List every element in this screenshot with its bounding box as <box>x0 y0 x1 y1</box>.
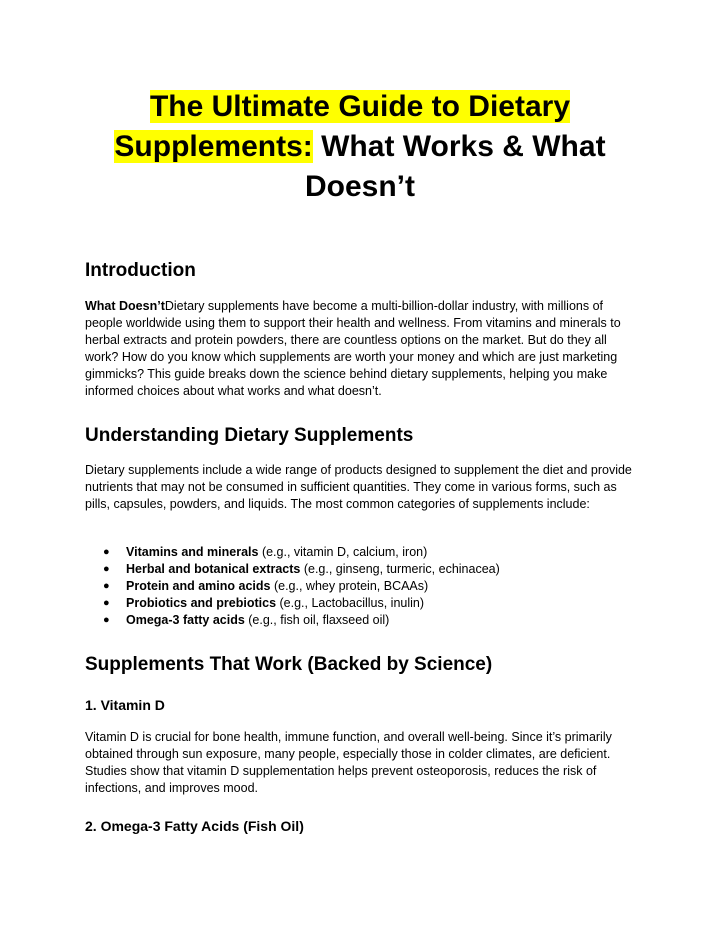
list-item <box>103 544 643 561</box>
introduction-body: Dietary supplements have become a multi-billion-dollar industry, with millions of people worldwide using them to support their health and wellness. From vitamins and minerals to herbal extracts and protein powders, there are countless options on the market. But do they all work? How do you know which supplements are worth your money and which are just marketing gimmicks? This guide breaks down the science behind dietary supplements, helping you make informed choices about what works and what doesn’t. <box>85 299 621 398</box>
bullet-icon: ● <box>103 546 110 558</box>
category-examples: (e.g., Lactobacillus, inulin) <box>276 596 425 610</box>
category-name: Vitamins and minerals <box>126 545 259 559</box>
understanding-paragraph: Dietary supplements include a wide range of products designed to supplement the diet and provide nutrients that may not be consumed in sufficient quantities. They come in various forms, such as pills, capsules, powders, and liquids. The most common categories of supplements include: <box>85 463 632 511</box>
supplements-that-work-heading: Supplements That Work (Backed by Science) <box>85 654 493 675</box>
understanding-heading: Understanding Dietary Supplements <box>85 425 414 446</box>
bullet-icon: ● <box>103 580 110 592</box>
category-name: Protein and amino acids <box>126 579 271 593</box>
category-name: Herbal and botanical extracts <box>126 562 301 576</box>
bullet-icon: ● <box>103 563 110 575</box>
category-examples: (e.g., whey protein, BCAAs) <box>270 579 429 593</box>
bullet-icon: ● <box>103 614 110 626</box>
list-item <box>103 578 643 595</box>
introduction-lead-bold: What Doesn’t <box>85 299 165 313</box>
title-highlighted-text: The Ultimate Guide to Dietary Supplements: <box>114 90 571 163</box>
category-examples: (e.g., ginseng, turmeric, echinacea) <box>300 562 500 576</box>
vitamin-d-heading: 1. Vitamin D <box>85 697 165 713</box>
title-rest-text: What Works & What Doesn’t <box>304 130 606 203</box>
category-name: Omega-3 fatty acids <box>126 613 245 627</box>
list-item <box>103 561 643 578</box>
page-title <box>60 87 660 207</box>
bullet-icon: ● <box>103 597 110 609</box>
introduction-paragraph <box>85 298 640 400</box>
category-examples: (e.g., vitamin D, calcium, iron) <box>258 545 428 559</box>
introduction-heading: Introduction <box>85 260 196 281</box>
category-examples: (e.g., fish oil, flaxseed oil) <box>244 613 390 627</box>
list-item <box>103 595 643 612</box>
supplement-categories-list <box>103 544 643 629</box>
omega3-heading: 2. Omega-3 Fatty Acids (Fish Oil) <box>85 818 304 834</box>
list-item <box>103 612 643 629</box>
category-name: Probiotics and prebiotics <box>126 596 277 610</box>
vitamin-d-paragraph: Vitamin D is crucial for bone health, immune function, and overall well-being. Since it’s primarily obtained through sun exposure, many people, especially those in colder climates, are deficient. Studies show that vitamin D supplementation helps prevent osteoporosis, reduces the risk of infections, and improves mood. <box>85 730 612 795</box>
